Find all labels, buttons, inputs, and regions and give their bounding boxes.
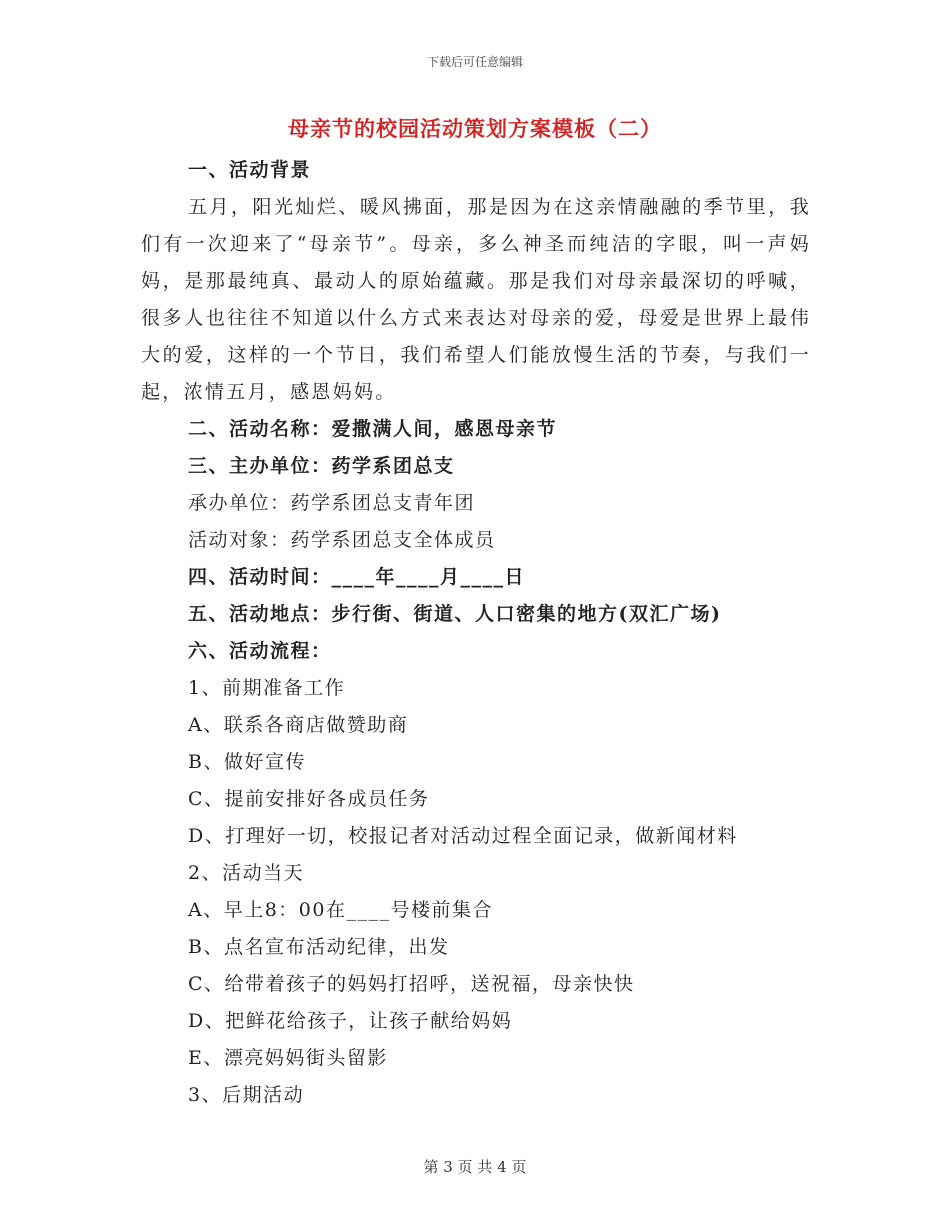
list-item: D、把鲜花给孩子，让孩子献给妈妈: [188, 1010, 513, 1032]
section-heading-time: 四、活动时间：____年____月____日: [188, 566, 526, 588]
list-item: C、给带着孩子的妈妈打招呼，送祝福，母亲快快: [188, 973, 635, 995]
section-heading-location: 五、活动地点：步行街、街道、人口密集的地方(双汇广场): [188, 603, 722, 625]
audience-line: 活动对象：药学系团总支全体成员: [188, 529, 496, 551]
step-heading-event-day: 2、活动当天: [188, 862, 305, 884]
list-item: A、早上8：00在____号楼前集合: [188, 899, 493, 921]
list-item: C、提前安排好各成员任务: [188, 788, 430, 810]
document-body: [141, 152, 811, 1114]
section-heading-background: 一、活动背景: [188, 159, 312, 181]
page-footer: 第 3 页 共 4 页: [423, 1158, 527, 1176]
section-heading-activity-name: 二、活动名称：爱撒满人间，感恩母亲节: [188, 418, 558, 440]
section-heading-process: 六、活动流程：: [188, 640, 332, 662]
list-item: B、做好宣传: [188, 751, 306, 773]
list-item: A、联系各商店做赞助商: [188, 714, 409, 736]
step-heading-preparation: 1、前期准备工作: [188, 677, 346, 699]
section-heading-organizer: 三、主办单位：药学系团总支: [188, 455, 455, 477]
document-title: 母亲节的校园活动策划方案模板（二）: [288, 116, 662, 141]
background-paragraph: 五月，阳光灿烂、暖风拂面，那是因为在这亲情融融的季节里，我们有一次迎来了“母亲节”。母亲，多么神圣而纯洁的字眼，叫一声妈妈，是那最纯真、最动人的原始蕴藏。那是我们对母亲最深切的呼喊，很多人也往往不知道以什么方式来表达对母亲的爱，母爱是世界上最伟大的爱，这样的一个节日，我们希望人们能放慢生活的节奏，与我们一起，浓情五月，感恩妈妈。: [141, 196, 811, 403]
header-note: 下载后可任意编辑: [426, 55, 523, 69]
list-item: E、漂亮妈妈街头留影: [188, 1047, 388, 1069]
step-heading-follow-up: 3、后期活动: [188, 1084, 305, 1106]
list-item: D、打理好一切，校报记者对活动过程全面记录，做新闻材料: [188, 825, 738, 847]
co-organizer-line: 承办单位：药学系团总支青年团: [188, 492, 476, 514]
list-item: B、点名宣布活动纪律，出发: [188, 936, 450, 958]
